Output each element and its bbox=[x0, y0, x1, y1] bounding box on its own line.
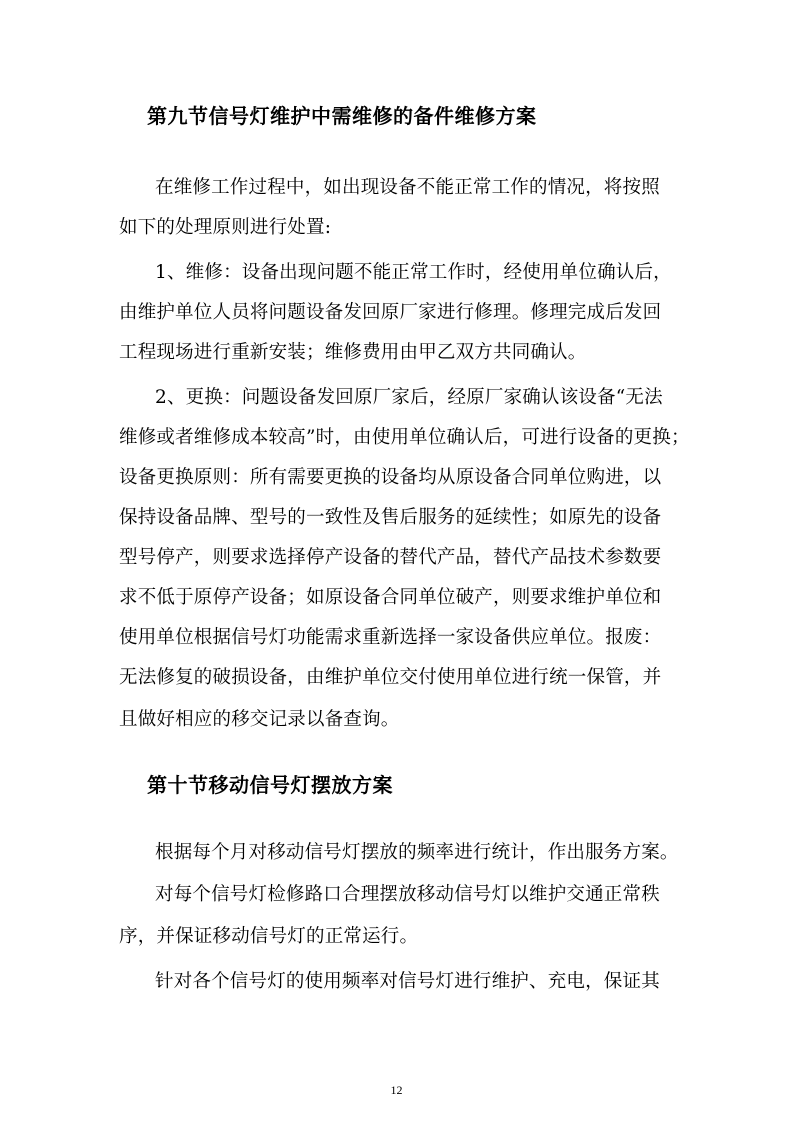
section-10-line-3: 序，并保证移动信号灯的正常运行。 bbox=[119, 926, 419, 947]
section-9-line-2: 如下的处理原则进行处置: bbox=[119, 217, 332, 238]
page-number: 12 bbox=[390, 1083, 403, 1097]
section-9-heading: 第九节信号灯维护中需维修的备件维修方案 bbox=[147, 104, 537, 128]
section-9-line-3: 1、维修：设备出现问题不能正常工作时，经使用单位确认后， bbox=[155, 262, 672, 283]
section-10-line-4: 针对各个信号灯的使用频率对信号灯进行维护、充电，保证其 bbox=[155, 971, 660, 992]
section-9-line-10: 型号停产，则要求选择停产设备的替代产品，替代产品技术参数要 bbox=[119, 547, 662, 568]
section-9-line-5: 工程现场进行重新安装；维修费用由甲乙双方共同确认。 bbox=[119, 342, 587, 363]
section-9-line-4: 由维护单位人员将问题设备发回原厂家进行修理。修理完成后发回 bbox=[119, 302, 662, 323]
section-9-line-11: 求不低于原停产设备；如原设备合同单位破产，则要求维护单位和 bbox=[119, 587, 662, 608]
section-9-line-7: 维修或者维修成本较高”时，由使用单位确认后，可进行设备的更换； bbox=[119, 427, 690, 448]
section-9-line-12: 使用单位根据信号灯功能需求重新选择一家设备供应单位。报废： bbox=[119, 627, 662, 648]
section-9-line-1: 在维修工作过程中，如出现设备不能正常工作的情况，将按照 bbox=[155, 177, 660, 198]
section-9-line-14: 且做好相应的移交记录以备查询。 bbox=[119, 709, 400, 730]
section-10-heading: 第十节移动信号灯摆放方案 bbox=[147, 773, 393, 797]
section-10-line-2: 对每个信号灯检修路口合理摆放移动信号灯以维护交通正常秩 bbox=[155, 884, 660, 905]
section-10-line-1: 根据每个月对移动信号灯摆放的频率进行统计，作出服务方案。 bbox=[155, 842, 679, 863]
section-9-line-13: 无法修复的破损设备，由维护单位交付使用单位进行统一保管，并 bbox=[119, 667, 662, 688]
section-9-line-8: 设备更换原则：所有需要更换的设备均从原设备合同单位购进，以 bbox=[119, 467, 662, 488]
section-9-line-9: 保持设备品牌、型号的一致性及售后服务的延续性；如原先的设备 bbox=[119, 507, 662, 528]
section-9-line-6: 2、更换：问题设备发回原厂家后，经原厂家确认该设备“无法 bbox=[155, 387, 663, 408]
